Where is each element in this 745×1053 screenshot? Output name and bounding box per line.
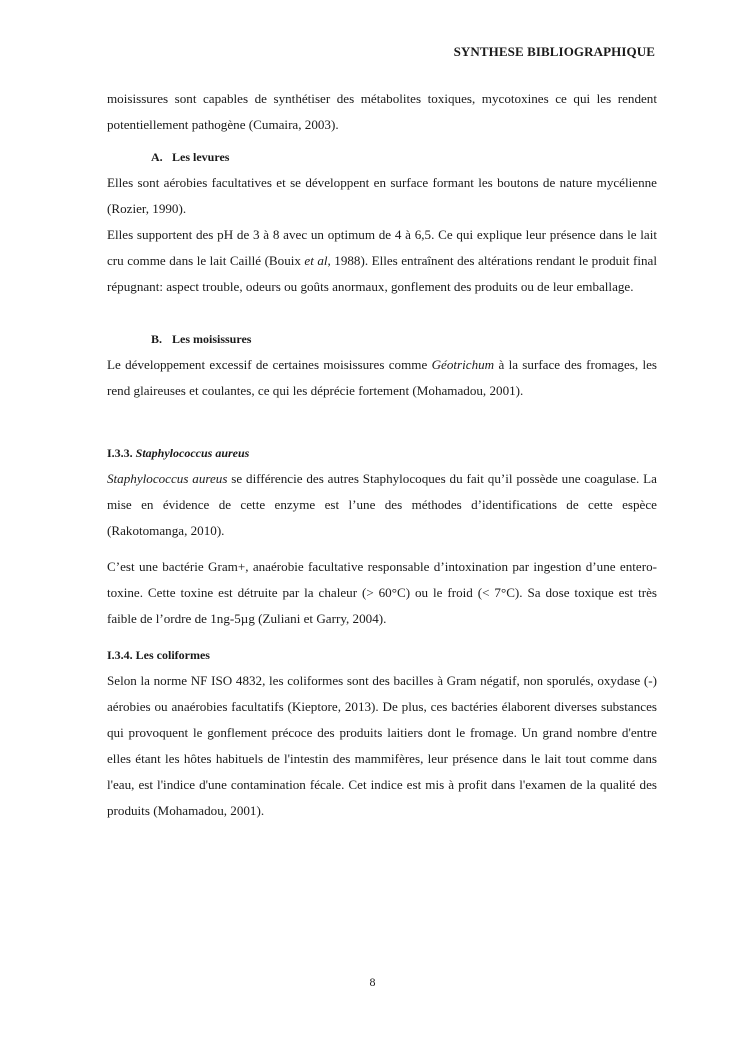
section-a-heading	[107, 144, 657, 170]
section-a-letter: A.	[151, 150, 163, 164]
section-b-p-italic: Géotrichum	[431, 357, 495, 372]
section-b-heading	[107, 326, 657, 352]
section-133-p1-text: se différencie des autres Staphylocoques du fait qu’il possède une coagulase. La mise en évidence de cette enzyme est l’une des méthodes d’identifications de cette espèce (Rakotomanga, 2010).	[107, 471, 657, 538]
section-133-number: I.3.3.	[107, 446, 133, 460]
section-b-paragraph	[107, 352, 657, 404]
section-a-p2-text-end: 1988). Elles entraînent des altérations rendant le produit final répugnant: aspect trouble, odeurs ou goûts anormaux, gonflement des produits ou de leur emballage.	[107, 253, 657, 294]
section-133-paragraph-1	[107, 466, 657, 544]
section-a-p2-text: Elles supportent des pH de 3 à 8 avec un optimum de 4 à 6,5. Ce qui explique leur présence dans le lait cru comme dans le lait Caillé (Bouix	[107, 227, 657, 268]
section-134-heading: I.3.4. Les coliformes	[107, 648, 210, 662]
spacer	[107, 544, 657, 554]
section-133-paragraph-2: C’est une bactérie Gram+, anaérobie facultative responsable d’intoxination par ingestion d’une entero-toxine. Cette toxine est détruite par la chaleur (> 60°C) ou le froid (< 7°C). Sa dose toxique est très faible de l’ordre de 1ng-5µg (Zuliani et Garry, 2004).	[107, 559, 657, 626]
section-b-title: Les moisissures	[172, 332, 252, 346]
spacer	[107, 404, 657, 430]
section-a-title: Les levures	[172, 150, 230, 164]
spacer	[107, 632, 657, 642]
section-b-letter: B.	[151, 332, 163, 346]
spacer	[107, 430, 657, 440]
section-133-heading	[107, 440, 657, 466]
page-body	[107, 86, 657, 824]
section-a-paragraph-1: Elles sont aérobies facultatives et se développent en surface formant les boutons de nature mycélienne (Rozier, 1990).	[107, 175, 657, 216]
running-header: SYNTHESE BIBLIOGRAPHIQUE	[453, 44, 655, 59]
page-number: 8	[369, 975, 376, 989]
section-a-paragraph-2	[107, 222, 657, 300]
section-134-paragraph: Selon la norme NF ISO 4832, les coliformes sont des bacilles à Gram négatif, non sporulés, oxydase (-) aérobies ou anaérobies facultatifs (Kieptore, 2013). De plus, ces bactéries élaborent diverses substances qui provoquent le gonflement précoce des produits laitiers dont le fromage. Un grand nombre d'entre elles étant les hôtes habituels de l'intestin des mammifères, leur présence dans le lait tout comme dans l'eau, est l'indice d'une contamination fécale. Cet indice est mis à profit dans l'examen de la qualité des produits (Mohamadou, 2001).	[107, 673, 657, 818]
section-a-p2-italic: et al,	[304, 253, 331, 268]
section-b-p-text-end: à la surface des fromages, les rend glaireuses et coulantes, ce qui les déprécie fortement (Mohamadou, 2001).	[107, 357, 657, 398]
intro-paragraph: moisissures sont capables de synthétiser des métabolites toxiques, mycotoxines ce qui les rendent potentiellement pathogène (Cumaira, 2003).	[107, 91, 657, 132]
spacer	[107, 300, 657, 326]
section-133-p1-italic: Staphylococcus aureus	[107, 471, 228, 486]
section-133-title: Staphylococcus aureus	[135, 446, 250, 460]
section-b-p-text: Le développement excessif de certaines moisissures comme	[107, 357, 432, 372]
